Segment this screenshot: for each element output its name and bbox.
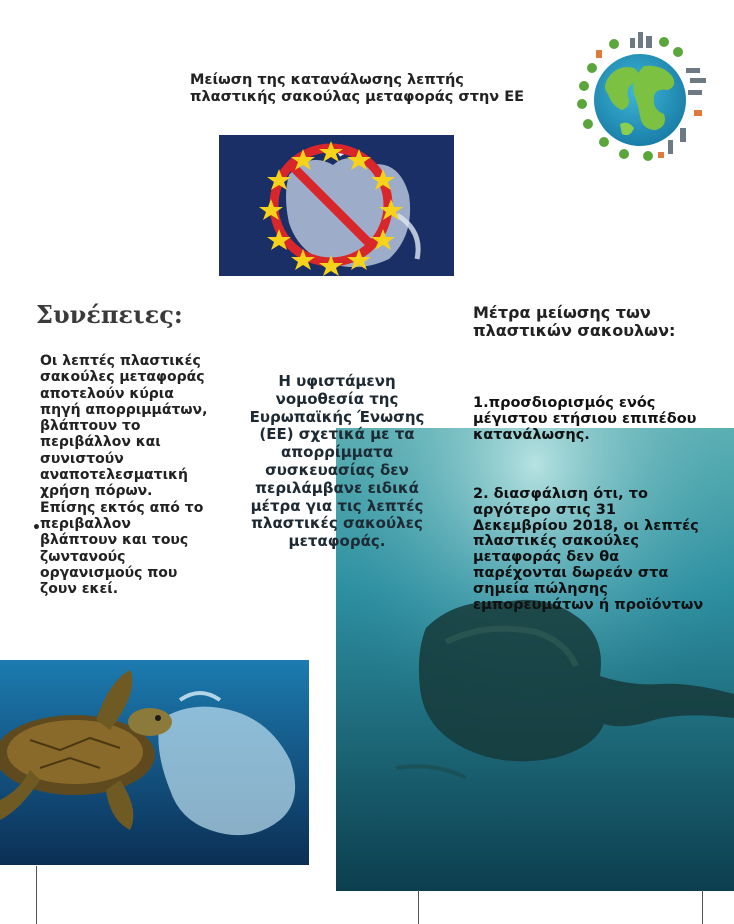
measures-heading: Μέτρα μείωσης των πλαστικών σακουλων: — [473, 303, 676, 340]
consequences-heading: Συνέπειες: — [36, 300, 183, 329]
bullet-point: • — [32, 520, 41, 536]
title-line-1: Μείωση της κατανάλωσης λεπτής — [190, 72, 464, 88]
divider-line-right — [702, 890, 703, 924]
consequences-text: Οι λεπτές πλαστικές σακούλες μεταφοράς αποτελούν κύρια πηγή απορριμμάτων, βλάπτουν το περιβάλλον και συνιστούν αναποτελεσματική χρήση πόρων. Επίσης εκτός από το περιβαλλον βλάπτουν και τους ζωντανούς οργανισμούς που ζουν εκεί. — [40, 353, 208, 598]
divider-line-middle — [418, 890, 419, 924]
measure-item-2: 2. διασφάλιση ότι, το αργότερο στις 31 Δεκεμβρίου 2018, οι λεπτές πλαστικές σακούλες μεταφοράς δεν θα παρέχονται δωρεάν στα σημεία πώλησης εμπορευμάτων ή προϊόντων — [473, 486, 704, 613]
globe-illustration — [568, 28, 718, 166]
title-line-2: πλαστικής σακούλας μεταφοράς στην ΕΕ — [190, 89, 525, 105]
measure-item-1: 1.προσδιορισμός ενός μέγιστου ετήσιου επιπέδου κατανάλωσης. — [473, 395, 697, 443]
divider-line-left — [36, 866, 37, 924]
eu-plastic-bag-ban-image — [219, 135, 454, 276]
sea-turtle-plastic-image — [0, 660, 309, 865]
page-title — [190, 72, 570, 106]
legislation-text: Η υφιστάμενη νομοθεσία της Ευρωπαϊκής Ένωσης (ΕΕ) σχετικά με τα απορρίμματα συσκευασίας δεν περιλάμβανε ειδικά μέτρα για τις λεπτές πλαστικές σακούλες μεταφοράς. — [249, 372, 425, 551]
